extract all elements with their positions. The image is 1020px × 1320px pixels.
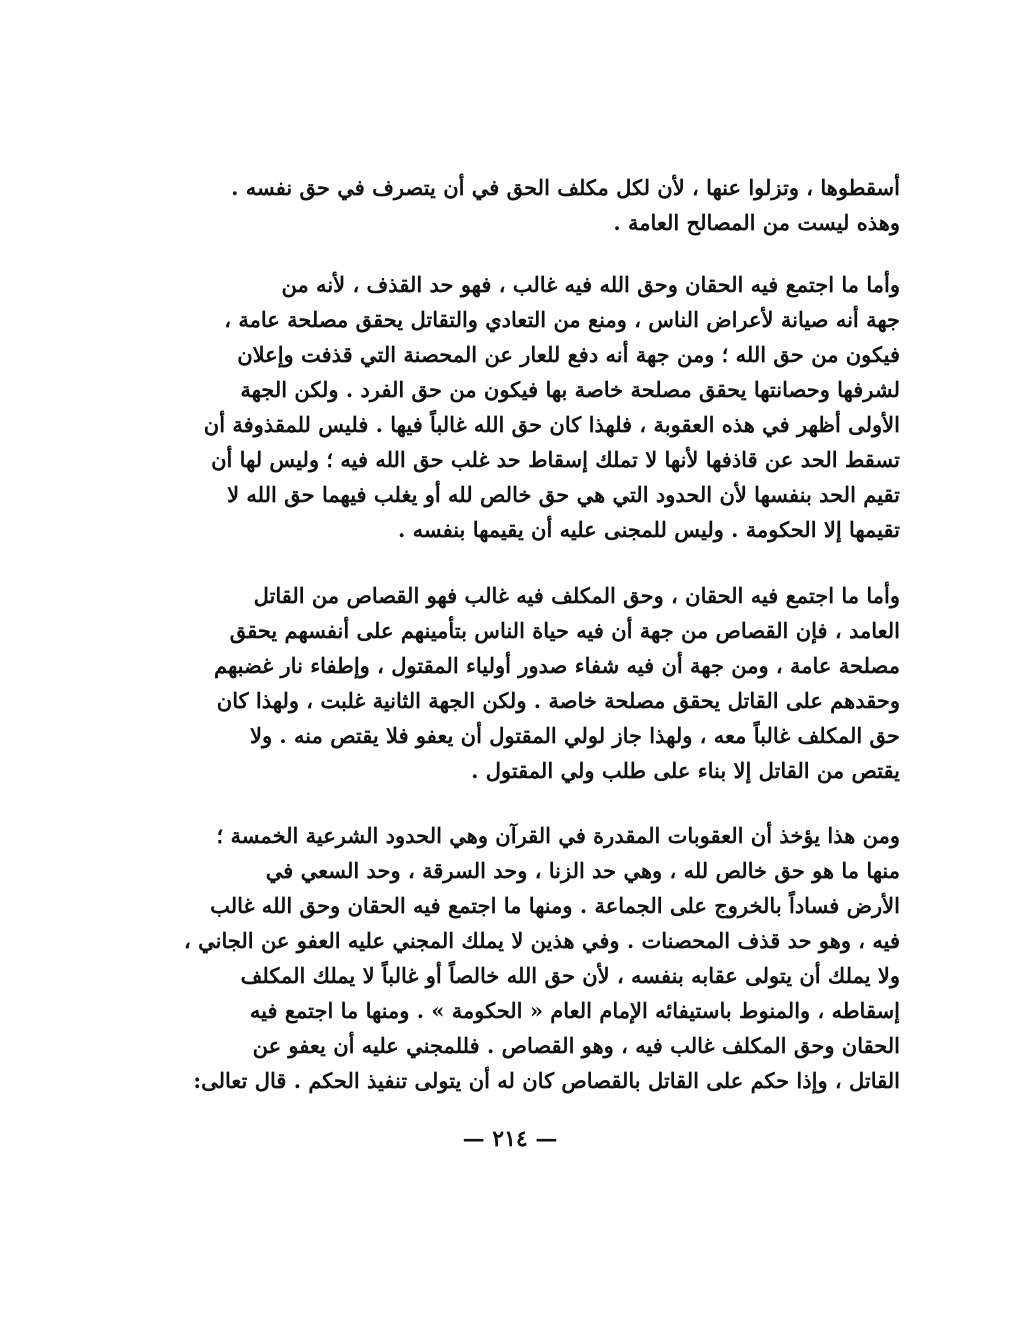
text-line: ولا يملك أن يتولى عقابه بنفسه ، لأن حق الله خالصاً أو غالباً لا يملك المكلف [240, 963, 900, 988]
paragraph-4 [180, 818, 900, 1098]
text-line: العامد ، فإن القصاص من جهة أن فيه حياة الناس بتأمينهم على أنفسهم يحقق [229, 618, 900, 643]
paragraph-3 [180, 578, 900, 788]
text-line: منها ما هو حق خالص لله ، وهي حد الزنا ، وحد السرقة ، وحد السعي في [265, 858, 900, 883]
text-line: حق المكلف غالباً معه ، ولهذا جاز لولي المقتول أن يعفو فلا يقتص منه . ولا [249, 723, 900, 748]
text-line: ومن هذا يؤخذ أن العقوبات المقدرة في القرآن وهي الحدود الشرعية الخمسة ؛ [216, 823, 900, 848]
text-line: مصلحة عامة ، ومن جهة أن فيه شفاء صدور أولياء المقتول ، وإطفاء نار غضبهم [214, 653, 900, 678]
text-line: فيه ، وهو حد قذف المحصنات . وفي هذين لا يملك المجني عليه العفو عن الجاني ، [184, 928, 900, 953]
text-line: تسقط الحد عن قاذفها لأنها لا تملك إسقاط حد غلب حق الله فيه ؛ وليس لها أن [211, 447, 900, 472]
text-line: وحقدهم على القاتل يحقق مصلحة خاصة . ولكن الجهة الثانية غلبت ، ولهذا كان [216, 688, 900, 713]
text-line: الأرض فساداً بالخروج على الجماعة . ومنها ما اجتمع فيه الحقان وحق الله غالب [210, 893, 900, 918]
text-line: فيكون من حق الله ؛ ومن جهة أنه دفع للعار عن المحصنة التي قذفت وإعلان [237, 342, 900, 367]
text-line: جهة أنه صيانة لأعراض الناس ، ومنع من التعادي والتقاتل يحقق مصلحة عامة ، [224, 307, 900, 332]
text-line: القاتل ، وإذا حكم على القاتل بالقصاص كان له أن يتولى تنفيذ الحكم . قال تعالى: [193, 1068, 900, 1093]
text-line: لشرفها وحصانتها يحقق مصلحة خاصة بها فيكون من حق الفرد . ولكن الجهة [240, 377, 900, 402]
paragraph-2 [180, 267, 900, 547]
text-line: الأولى أظهر في هذه العقوبة ، فلهذا كان حق الله غالباً فيها . فليس للمقذوفة أن [203, 412, 900, 437]
text-line: الحقان وحق المكلف غالب فيه ، وهو القصاص . فللمجني عليه أن يعفو عن [252, 1033, 900, 1058]
text-line: وهذه ليست من المصالح العامة . [613, 210, 900, 235]
page-number: — ٢١٤ — [462, 1126, 558, 1152]
text-line: تقيمها إلا الحكومة . وليس للمجنى عليه أن يقيمها بنفسه . [397, 517, 900, 542]
text-line: وأما ما اجتمع فيه الحقان ، وحق المكلف فيه غالب فهو القصاص من القاتل [253, 583, 900, 608]
text-line: أسقطوها ، وتزلوا عنها ، لأن لكل مكلف الحق في أن يتصرف في حق نفسه . [231, 175, 900, 200]
paragraph-1 [180, 170, 900, 240]
text-line: يقتص من القاتل إلا بناء على طلب ولي المقتول . [471, 758, 900, 783]
text-line: تقيم الحد بنفسها لأن الحدود التي هي حق خالص لله أو يغلب فيهما حق الله لا [227, 482, 900, 507]
text-line: إسقاطه ، والمنوط باستيفائه الإمام العام « الحكومة » . ومنها ما اجتمع فيه [249, 998, 900, 1023]
text-line: وأما ما اجتمع فيه الحقان وحق الله فيه غالب ، فهو حد القذف ، لأنه من [281, 272, 900, 297]
